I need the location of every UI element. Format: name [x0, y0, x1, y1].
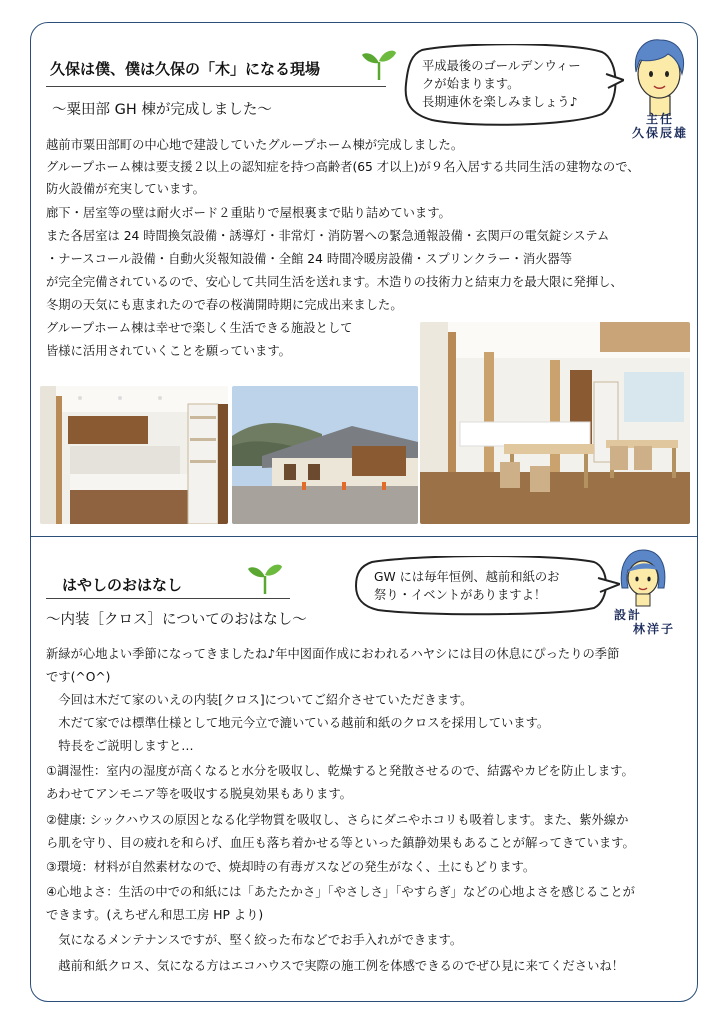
s1-paragraph: 冬期の天気にも恵まれたので春の桜満開時期に完成出来ました。	[46, 298, 403, 312]
s1-paragraph: 防火設備が充実しています。	[46, 182, 205, 196]
s1-paragraph: グループホーム棟は幸せで楽しく生活できる施設として	[46, 321, 353, 335]
section2-title-underline	[46, 598, 290, 599]
s2-paragraph: ②健康: シックハウスの原因となる化学物質を吸収し、さらにダニやホコリも吸着します。また、紫外線か	[46, 813, 629, 827]
s2-paragraph: できます。(えちぜん和思工房 HP より)	[46, 908, 264, 922]
photo-kitchen	[40, 386, 228, 524]
s2-paragraph: 特長をご説明しますと…	[46, 739, 194, 753]
s2-paragraph: ら肌を守り、目の疲れを和らげ、血圧も落ち着かせる等といった鎮静効果もあることが解ってきています。	[46, 836, 635, 850]
s2-paragraph: 越前和紙クロス、気になる方はエコハウスで実際の施工例を体感できるのでぜひ見に来てくださいね！	[46, 959, 624, 973]
s1-paragraph: 皆様に活用されていくことを願っています。	[46, 344, 291, 358]
bubble-line-2: クが始まります。	[422, 77, 520, 91]
s2-paragraph: ①調湿性：室内の湿度が高くなると水分を吸収し、乾燥すると発散させるので、結露やカビを防止します。	[46, 764, 634, 778]
section-divider	[30, 536, 698, 537]
s1-paragraph: また各居室は 24 時間換気設備・誘導灯・非常灯・消防署への緊急通報設備・玄関戸の電気錠システム	[46, 229, 610, 243]
section1-title: 久保は僕、僕は久保の「木」になる現場	[50, 60, 321, 78]
speech-bubble	[354, 556, 620, 616]
bubble-line-2: 祭り・イベントがありますよ！	[374, 588, 547, 602]
person-name: 林洋子	[632, 622, 675, 636]
person-role: 設計	[613, 608, 642, 622]
s2-paragraph: 木だて家では標準仕様として地元今立で漉いている越前和紙のクロスを採用しています。	[46, 716, 550, 730]
s2-paragraph: 気になるメンテナンスですが、堅く絞った布などでお手入れができます。	[46, 933, 463, 947]
s2-paragraph: ④心地よさ：生活の中での和紙には「あたたかさ」「やさしさ」「やすらぎ」などの心地よさを感じることが	[46, 885, 635, 899]
s1-paragraph: グループホーム棟は要支援２以上の認知症を持つ高齢者(65 才以上)が９名入居する共同生活の建物なので、	[46, 160, 640, 174]
s2-paragraph: 今回は木だて家のいえの内装[クロス]についてご紹介させていただきます。	[46, 693, 473, 707]
photo-dining	[420, 322, 690, 524]
avatar-hayashi	[618, 548, 668, 608]
bubble-line-3: 長期連休を楽しみましょう♪	[422, 95, 578, 109]
s1-paragraph: 廊下・居室等の壁は耐火ボード２重貼りで屋根裏まで貼り詰めています。	[46, 206, 451, 220]
s1-paragraph: ・ナースコール設備・自動火災報知設備・全館 24 時間冷暖房設備・スプリンクラー・消火器等	[46, 252, 573, 266]
section1-subtitle: ～粟田部 GH 棟が完成しました～	[52, 102, 272, 118]
s2-paragraph: 新緑が心地よい季節になってきましたね♪年中図面作成におわれるハヤシには目の休息にぴったりの季節	[46, 647, 620, 661]
section2-title: はやしのおはなし	[62, 576, 183, 594]
person-role: 主任	[645, 112, 674, 126]
sprout-icon	[360, 46, 398, 82]
s2-paragraph: あわせてアンモニア等を吸収する脱臭効果もあります。	[46, 787, 352, 801]
sprout-icon	[246, 560, 284, 596]
photo-exterior	[232, 386, 418, 524]
s1-paragraph: 越前市粟田部町の中心地で建設していたグループホーム棟が完成しました。	[46, 138, 464, 152]
section2-subtitle: ～内装［クロス］についてのおはなし～	[46, 612, 307, 628]
person-name: 久保辰雄	[631, 126, 688, 140]
bubble-line-1: GW には毎年恒例、越前和紙のお	[374, 570, 560, 584]
section1-title-underline	[46, 86, 386, 87]
s2-paragraph: ③環境：材料が自然素材なので、焼却時の有毒ガスなどの発生がなく、土にもどります。	[46, 860, 536, 874]
avatar-kubo	[628, 38, 690, 116]
s1-paragraph: が完全完備されているので、安心して共同生活を送れます。木造りの技術力と結束力を最大限に発揮し、	[46, 275, 623, 289]
s2-paragraph: です(^O^)	[46, 670, 111, 684]
bubble-line-1: 平成最後のゴールデンウィー	[422, 59, 581, 73]
